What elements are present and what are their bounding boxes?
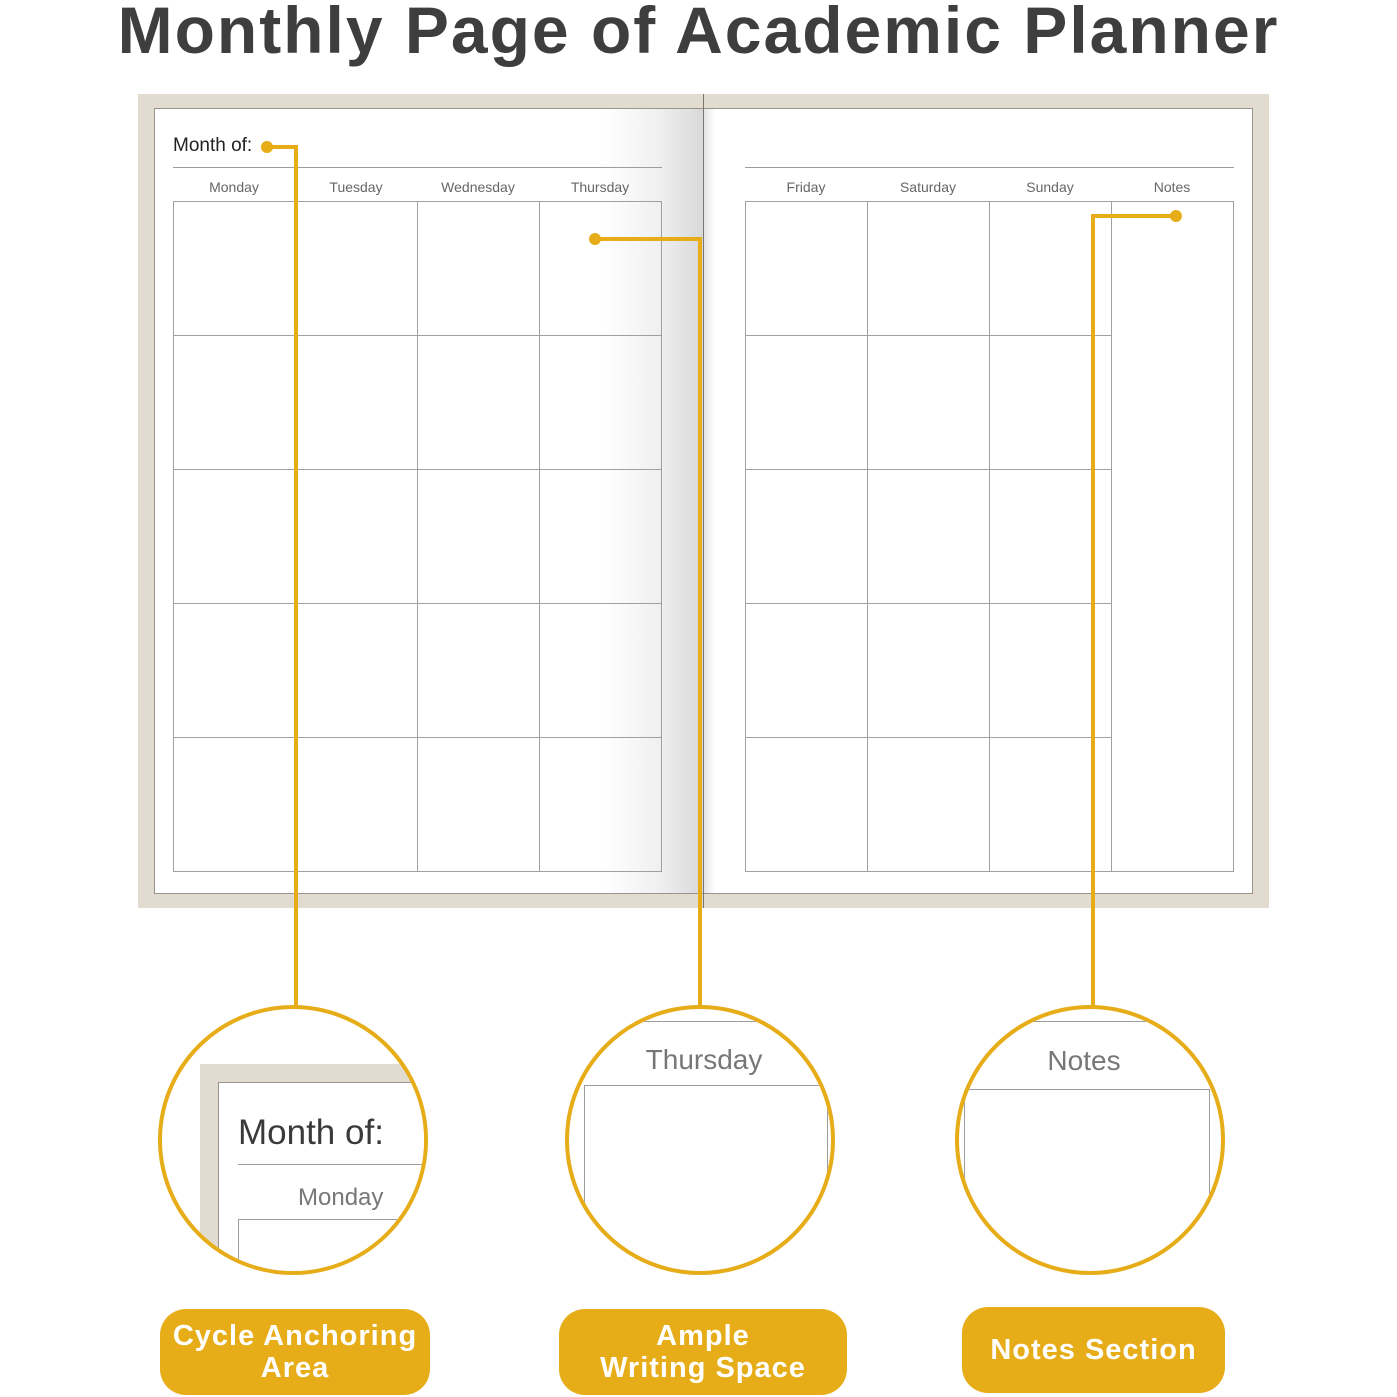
day-header-thursday: Thursday	[570, 179, 630, 195]
grid-divider	[417, 201, 418, 872]
day-header-sunday: Sunday	[1026, 179, 1074, 195]
grid-row-divider	[173, 335, 662, 336]
day-header-tuesday: Tuesday	[329, 179, 383, 195]
grid-row-divider	[745, 737, 1111, 738]
day-header-notes: Notes	[1153, 179, 1191, 195]
day-header-monday: Monday	[209, 179, 259, 195]
zoom-rule	[238, 1164, 428, 1165]
callout-line-notes	[1091, 214, 1175, 218]
zoom-day: Monday	[298, 1184, 384, 1211]
grid-divider	[989, 201, 990, 872]
cycle-label-line2: Area	[260, 1352, 330, 1384]
header-rule-left	[173, 167, 662, 168]
zoom-month-label: Month of:	[238, 1113, 384, 1152]
ample-writing-label	[559, 1309, 847, 1395]
zoom-circle-writing	[565, 1005, 835, 1275]
zoom-notes-label: Notes	[1047, 1045, 1121, 1076]
grid-divider	[539, 201, 540, 872]
grid-row-divider	[745, 335, 1111, 336]
zoom-rule	[1029, 1021, 1169, 1022]
cycle-anchoring-label	[160, 1309, 430, 1395]
zoom-cell	[238, 1219, 428, 1275]
grid-row-divider	[173, 603, 662, 604]
zoom-cell	[964, 1089, 1210, 1275]
zoom-circle-notes	[955, 1005, 1225, 1275]
callout-line-writing	[594, 237, 702, 241]
callout-line-notes	[1091, 214, 1095, 1007]
cycle-label-line1: Cycle Anchoring	[172, 1320, 418, 1352]
notes-label: Notes Section	[990, 1334, 1197, 1366]
grid-row-divider	[173, 737, 662, 738]
zoom-circle-cycle	[158, 1005, 428, 1275]
grid-divider	[867, 201, 868, 872]
grid-row-divider	[745, 603, 1111, 604]
zoom-cell	[584, 1085, 828, 1275]
header-rule-right	[745, 167, 1234, 168]
grid-row-divider	[173, 469, 662, 470]
month-of-label: Month of:	[173, 135, 253, 156]
page-title: Monthly Page of Academic Planner	[117, 0, 1280, 67]
grid-row-divider	[745, 469, 1111, 470]
day-header-wednesday: Wednesday	[441, 179, 515, 195]
callout-line-cycle	[294, 145, 298, 1007]
zoom-day: Thursday	[645, 1044, 763, 1075]
day-header-friday: Friday	[786, 179, 826, 195]
grid-divider	[1111, 201, 1112, 872]
notes-section-label	[962, 1307, 1225, 1393]
writing-label-line2: Writing Space	[600, 1352, 806, 1384]
callout-line-writing	[698, 237, 702, 1007]
zoom-rule	[629, 1021, 789, 1022]
day-header-saturday: Saturday	[899, 179, 957, 195]
spine	[703, 94, 704, 908]
writing-label-line1: Ample	[656, 1320, 750, 1352]
